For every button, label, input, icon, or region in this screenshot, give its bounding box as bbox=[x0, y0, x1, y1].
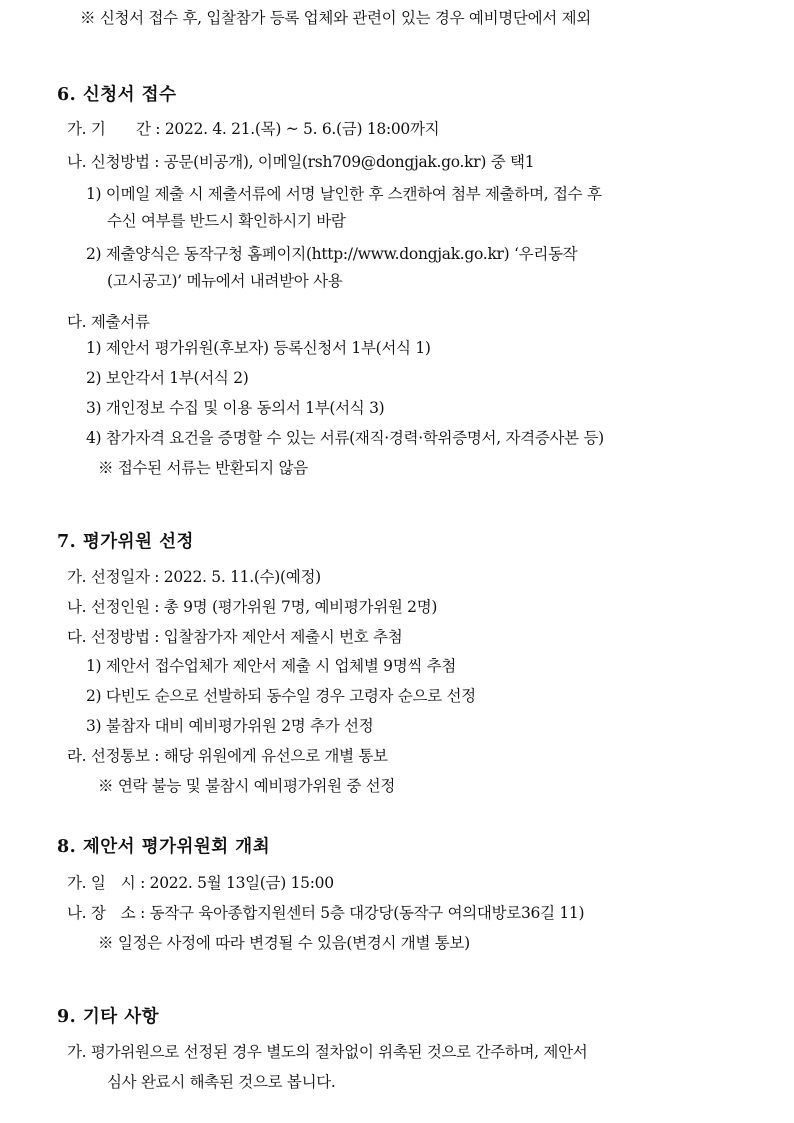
s7-notification-note: ※ 연락 불능 및 불참시 예비평가위원 중 선정 bbox=[98, 777, 396, 795]
s6-documents-note: ※ 접수된 서류는 반환되지 않음 bbox=[98, 459, 308, 477]
s7-method-item-3: 3) 불참자 대비 예비평가위원 2명 추가 선정 bbox=[86, 717, 374, 735]
s6-period: 가. 기 간 : 2022. 4. 21.(목) ~ 5. 6.(금) 18:00까지 bbox=[67, 120, 440, 138]
s6-documents-item-3: 3) 개인정보 수집 및 이용 동의서 1부(서식 3) bbox=[86, 399, 385, 417]
s6-method-item-2-cont: (고시공고)’ 메뉴에서 내려받아 사용 bbox=[107, 272, 343, 290]
note-exclusion: ※ 신청서 접수 후, 입찰참가 등록 업체와 관련이 있는 경우 예비명단에서 제외 bbox=[80, 9, 591, 27]
s6-method-item-2: 2) 제출양식은 동작구청 홈페이지(http://www.dongjak.go.kr) ‘우리동작 bbox=[86, 245, 578, 263]
s7-date: 가. 선정일자 : 2022. 5. 11.(수)(예정) bbox=[67, 568, 321, 586]
s6-documents-item-4: 4) 참가자격 요건을 증명할 수 있는 서류(재직·경력·학위증명서, 자격증사본 등) bbox=[86, 429, 604, 447]
s7-method-item-1: 1) 제안서 접수업체가 제안서 제출 시 업체별 9명씩 추첨 bbox=[86, 657, 457, 675]
s6-documents: 다. 제출서류 bbox=[67, 313, 150, 331]
s7-notification: 라. 선정통보 : 해당 위원에게 유선으로 개별 통보 bbox=[67, 747, 388, 765]
s8-note: ※ 일정은 사정에 따라 변경될 수 있음(변경시 개별 통보) bbox=[98, 934, 470, 952]
s8-venue: 나. 장 소 : 동작구 육아종합지원센터 5층 대강당(동작구 여의대방로36길 11) bbox=[67, 904, 585, 922]
s7-count: 나. 선정인원 : 총 9명 (평가위원 7명, 예비평가위원 2명) bbox=[67, 598, 438, 616]
s6-method: 나. 신청방법 : 공문(비공개), 이메일(rsh709@dongjak.go.kr) 중 택1 bbox=[67, 153, 535, 171]
s6-method-item-1-cont: 수신 여부를 반드시 확인하시기 바람 bbox=[107, 212, 346, 230]
s8-datetime: 가. 일 시 : 2022. 5월 13일(금) 15:00 bbox=[67, 874, 334, 892]
s6-documents-item-1: 1) 제안서 평가위원(후보자) 등록신청서 1부(서식 1) bbox=[86, 339, 431, 357]
section-8-title: 8. 제안서 평가위원회 개최 bbox=[57, 837, 271, 857]
s7-method: 다. 선정방법 : 입찰참가자 제안서 제출시 번호 추첨 bbox=[67, 628, 403, 646]
section-6-title: 6. 신청서 접수 bbox=[57, 85, 177, 105]
section-9-title: 9. 기타 사항 bbox=[57, 1007, 160, 1027]
s6-documents-item-2: 2) 보안각서 1부(서식 2) bbox=[86, 369, 249, 387]
s9-item-cont: 심사 완료시 해촉된 것으로 봅니다. bbox=[107, 1073, 336, 1091]
s7-method-item-2: 2) 다빈도 순으로 선발하되 동수일 경우 고령자 순으로 선정 bbox=[86, 687, 476, 705]
section-7-title: 7. 평가위원 선정 bbox=[57, 532, 194, 552]
s9-item: 가. 평가위원으로 선정된 경우 별도의 절차없이 위촉된 것으로 간주하며, 제안서 bbox=[67, 1043, 588, 1061]
s6-method-item-1: 1) 이메일 제출 시 제출서류에 서명 날인한 후 스캔하여 첨부 제출하며, 접수 후 bbox=[86, 185, 602, 203]
